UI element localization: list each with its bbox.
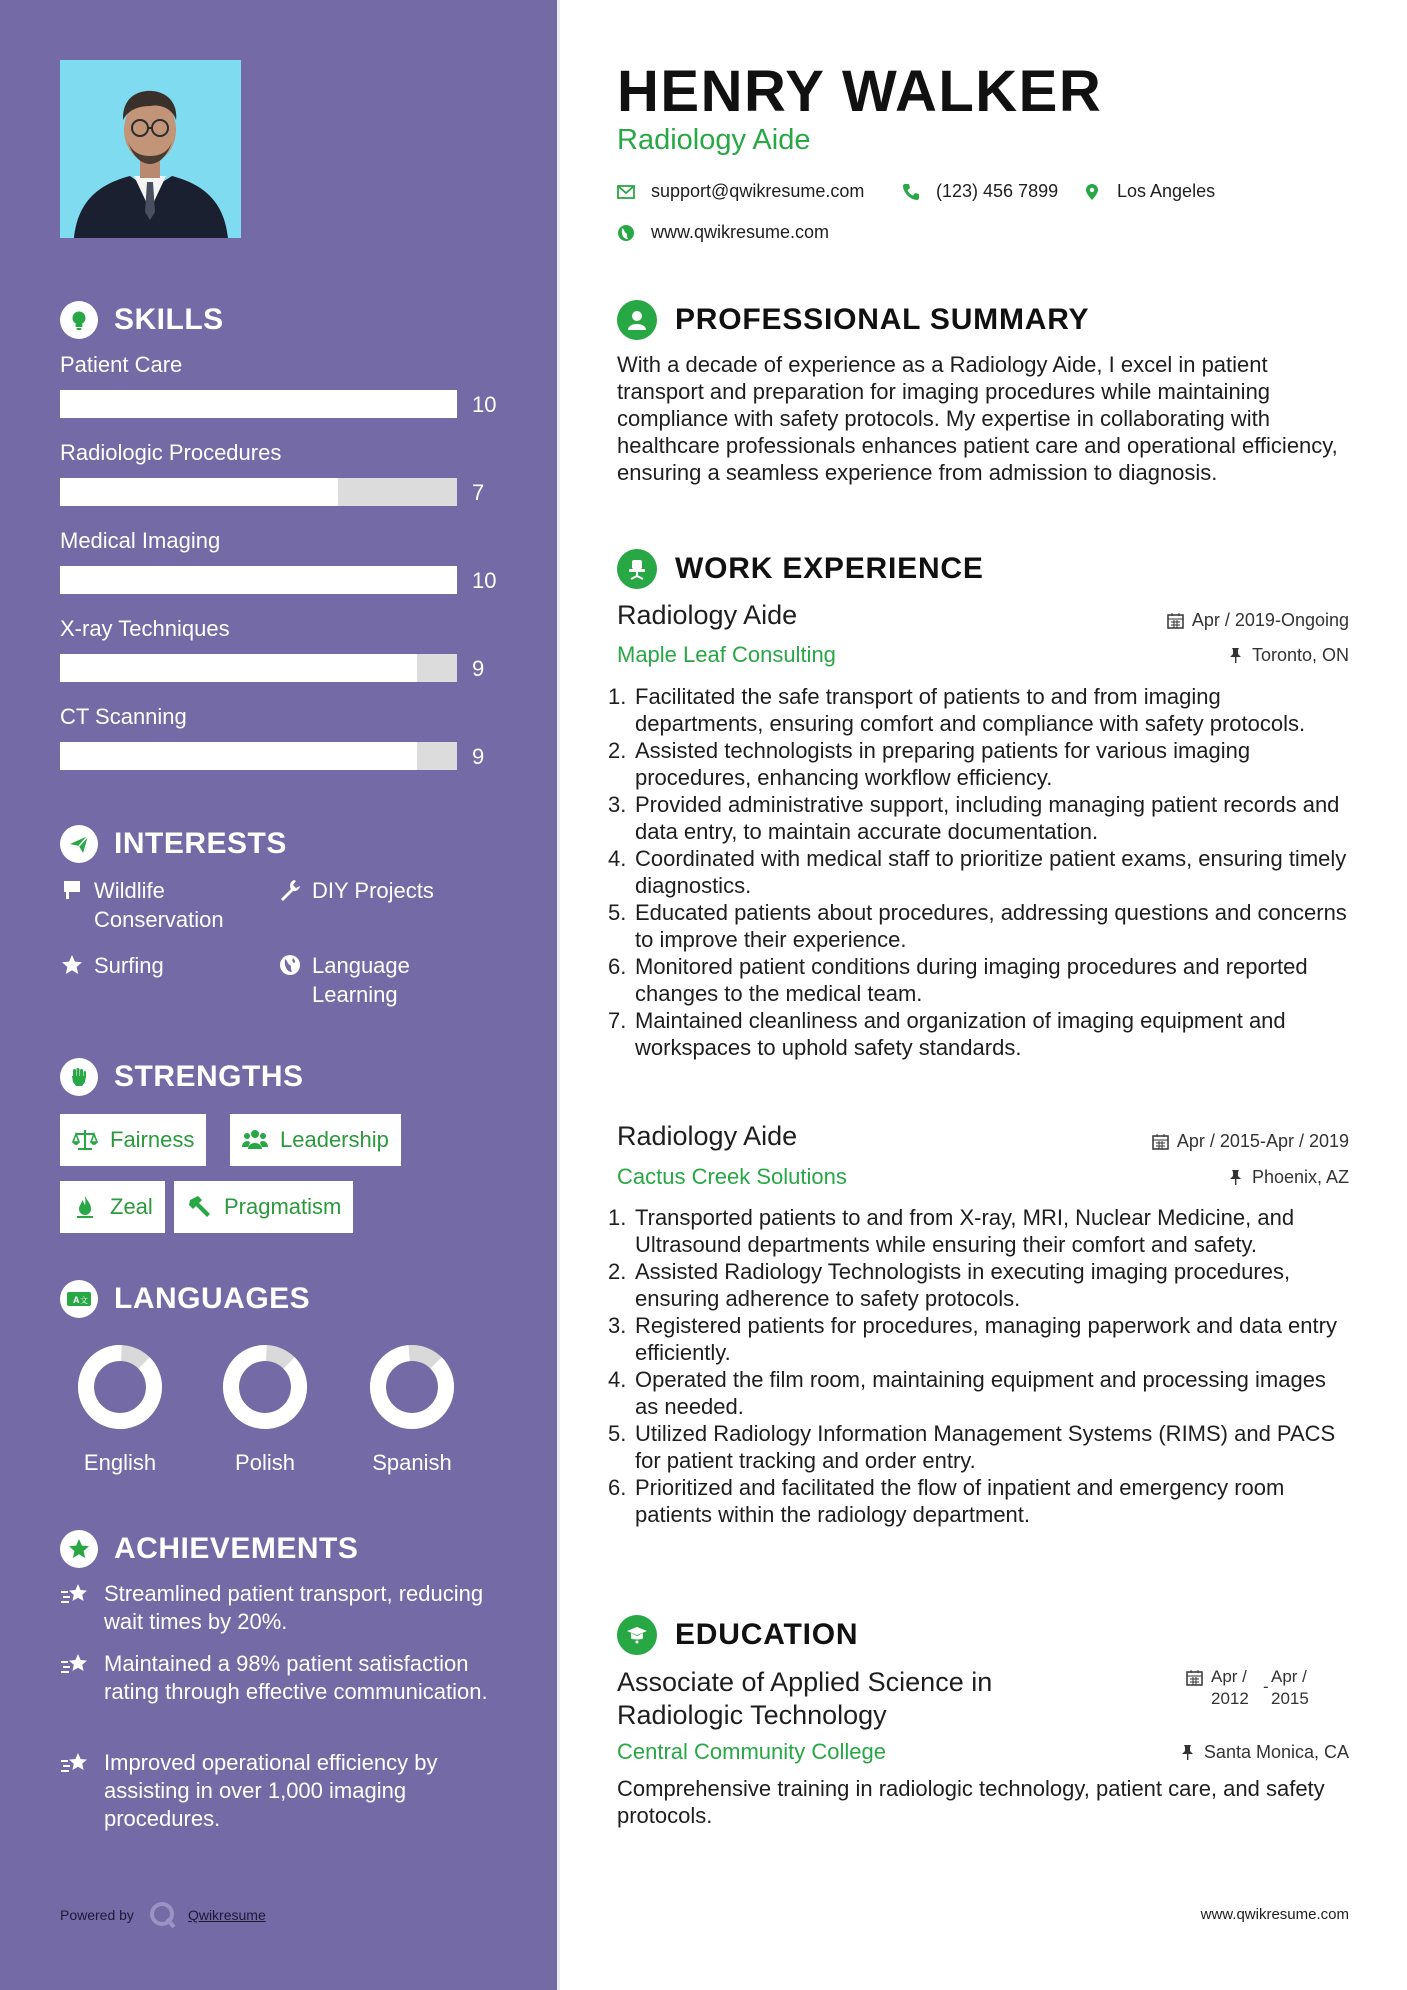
job-duties bbox=[608, 683, 1350, 1061]
company-name: Cactus Creek Solutions bbox=[617, 1164, 847, 1189]
skill-level: 9 bbox=[472, 744, 485, 769]
achievement-item: Improved operational efficiency by assisting in over 1,000 imaging procedures. bbox=[60, 1749, 500, 1833]
hammer-icon bbox=[186, 1194, 212, 1220]
globe-icon bbox=[617, 224, 635, 242]
duty-item: Utilized Radiology Information Management Systems (RIMS) and PACS for patient tracking and order entry. bbox=[635, 1421, 1336, 1473]
job-title: Radiology Aide bbox=[617, 600, 798, 630]
job-dates: Apr / 2019-Ongoing bbox=[1167, 610, 1349, 631]
balance-scale-icon bbox=[72, 1127, 98, 1153]
duty-item: Monitored patient conditions during imaging procedures and reported changes to the medical team. bbox=[635, 954, 1308, 1006]
summary-text: With a decade of experience as a Radiology Aide, I excel in patient transport and preparation for imaging procedures while maintaining compliance with safety protocols. My expertise in collaborating with healthcare professionals enhances patient care and operational efficiency, ensuring a seamless experience from admission to diagnosis. bbox=[617, 352, 1338, 485]
language-name: English bbox=[83, 1450, 157, 1475]
skill-bar bbox=[60, 742, 457, 770]
pushpin-icon bbox=[1227, 1169, 1244, 1186]
users-icon bbox=[242, 1127, 268, 1153]
language-name: Spanish bbox=[372, 1450, 452, 1475]
summary-heading: PROFESSIONAL SUMMARY bbox=[617, 300, 1089, 340]
strengths-heading: STRENGTHS bbox=[60, 1058, 304, 1096]
job-title: Radiology Aide bbox=[617, 1121, 798, 1151]
skill-bar-fill bbox=[60, 566, 457, 594]
contact-phone: (123) 456 7899 bbox=[902, 181, 1058, 202]
language-item bbox=[60, 1344, 180, 1476]
contact-location: Los Angeles bbox=[1083, 181, 1215, 202]
footer-url: www.qwikresume.com bbox=[1200, 1906, 1349, 1923]
duty-item: Coordinated with medical staff to prioritize patient exams, ensuring timely diagnostics. bbox=[635, 846, 1347, 898]
skill-level: 10 bbox=[472, 392, 497, 417]
education-dates: Apr / 2012 - Apr / 2015 bbox=[1186, 1666, 1323, 1710]
ring-fill bbox=[77, 1344, 163, 1430]
skill-bar-fill bbox=[60, 742, 417, 770]
user-icon bbox=[617, 300, 657, 340]
skill-bar bbox=[60, 390, 457, 418]
powered-by: Powered by Qwikresume bbox=[60, 1900, 266, 1930]
envelope-icon bbox=[617, 183, 635, 201]
skill-bar bbox=[60, 566, 457, 594]
language-item bbox=[352, 1344, 472, 1476]
translate-icon bbox=[60, 1280, 98, 1318]
languages-heading: A 文 LANGUAGES bbox=[60, 1280, 310, 1318]
globe-icon bbox=[278, 953, 302, 977]
skill-name: Patient Care bbox=[60, 352, 183, 377]
achievement-item: Maintained a 98% patient satisfaction rating through effective communication. bbox=[60, 1650, 500, 1706]
office-chair-icon bbox=[617, 549, 657, 589]
qwikresume-link[interactable]: Qwikresume bbox=[187, 1907, 266, 1923]
star-badge-icon bbox=[60, 1530, 98, 1568]
svg-text:文: 文 bbox=[80, 1296, 88, 1305]
graduate-icon bbox=[617, 1615, 657, 1655]
skill-bar-fill bbox=[60, 390, 457, 418]
lightbulb-icon bbox=[60, 301, 98, 339]
job-dates: Apr / 2015-Apr / 2019 bbox=[1152, 1131, 1349, 1152]
duty-item: Provided administrative support, including managing patient records and data entry, to maintain accurate documentation. bbox=[635, 792, 1340, 844]
job-location: Phoenix, AZ bbox=[1227, 1167, 1349, 1188]
interest-item: Language Learning bbox=[278, 951, 428, 1009]
duty-item: Assisted Radiology Technologists in executing imaging procedures, ensuring adherence to safety protocols. bbox=[635, 1259, 1291, 1311]
interest-item: Surfing bbox=[60, 951, 260, 980]
shooting-star-icon bbox=[60, 1652, 90, 1678]
ring-fill bbox=[222, 1344, 308, 1430]
interest-item: DIY Projects bbox=[278, 876, 478, 905]
job-location: Toronto, ON bbox=[1227, 645, 1349, 666]
language-proficiency-ring bbox=[77, 1344, 163, 1430]
strength-tag: Fairness bbox=[60, 1114, 206, 1166]
language-proficiency-ring bbox=[222, 1344, 308, 1430]
achievements-heading: ACHIEVEMENTS bbox=[60, 1530, 358, 1568]
duty-item: Educated patients about procedures, addressing questions and concerns to improve their experience. bbox=[635, 900, 1347, 952]
skill-name: Medical Imaging bbox=[60, 528, 221, 553]
strength-tag: Zeal bbox=[60, 1181, 165, 1233]
duty-item: Maintained cleanliness and organization of imaging equipment and workspaces to uphold safety standards. bbox=[635, 1008, 1286, 1060]
sidebar-divider bbox=[557, 0, 560, 1990]
duty-item: Prioritized and facilitated the flow of inpatient and emergency room patients within the radiology department. bbox=[635, 1475, 1285, 1527]
company-name: Maple Leaf Consulting bbox=[617, 642, 836, 667]
language-name: Polish bbox=[235, 1450, 295, 1475]
education-location: Santa Monica, CA bbox=[1179, 1742, 1349, 1763]
duty-item: Transported patients to and from X-ray, MRI, Nuclear Medicine, and Ultrasound departments while ensuring their comfort and safety. bbox=[635, 1205, 1295, 1257]
pushpin-icon bbox=[1179, 1744, 1196, 1761]
achievement-item: Streamlined patient transport, reducing wait times by 20%. bbox=[60, 1580, 500, 1636]
wrench-icon bbox=[278, 878, 302, 902]
duty-item: Facilitated the safe transport of patients to and from imaging departments, ensuring comfort and compliance with safety protocols. bbox=[635, 684, 1306, 736]
star-icon bbox=[60, 953, 84, 977]
raised-fist-icon bbox=[60, 1058, 98, 1096]
duty-item: Operated the film room, maintaining equipment and processing images as needed. bbox=[635, 1367, 1326, 1419]
calendar-icon bbox=[1167, 612, 1184, 629]
phone-icon bbox=[902, 183, 920, 201]
education-heading: EDUCATION bbox=[617, 1615, 858, 1655]
profile-photo bbox=[60, 60, 241, 238]
calendar-icon bbox=[1152, 1133, 1169, 1150]
paper-plane-icon bbox=[60, 825, 98, 863]
skill-bar bbox=[60, 478, 457, 506]
pushpin-icon bbox=[1227, 647, 1244, 664]
skill-level: 9 bbox=[472, 656, 485, 681]
shooting-star-icon bbox=[60, 1582, 90, 1608]
skills-heading: SKILLS bbox=[60, 301, 224, 339]
language-proficiency-ring bbox=[369, 1344, 455, 1430]
experience-heading: WORK EXPERIENCE bbox=[617, 549, 984, 589]
skill-bar bbox=[60, 654, 457, 682]
language-item bbox=[205, 1344, 325, 1476]
skill-level: 7 bbox=[472, 480, 485, 505]
candidate-title: Radiology Aide bbox=[617, 124, 811, 156]
interest-item: Wildlife Conservation bbox=[60, 876, 260, 934]
school-name: Central Community College bbox=[617, 1739, 886, 1764]
job-duties bbox=[608, 1204, 1350, 1528]
skill-name: CT Scanning bbox=[60, 704, 187, 729]
svg-text:A: A bbox=[73, 1295, 80, 1305]
contact-email: support@qwikresume.com bbox=[617, 181, 864, 202]
candidate-name: HENRY WALKER bbox=[617, 59, 1103, 124]
calendar-icon bbox=[1186, 1669, 1203, 1686]
degree-title: Associate of Applied Science in Radiologic Technology bbox=[617, 1667, 993, 1730]
strength-tag: Leadership bbox=[230, 1114, 401, 1166]
skill-name: Radiologic Procedures bbox=[60, 440, 282, 465]
interests-heading: INTERESTS bbox=[60, 825, 287, 863]
education-description: Comprehensive training in radiologic technology, patient care, and safety protocols. bbox=[617, 1776, 1325, 1828]
map-pin-icon bbox=[1083, 183, 1101, 201]
shooting-star-icon bbox=[60, 1751, 90, 1777]
strength-tag: Pragmatism bbox=[174, 1181, 353, 1233]
contact-website: www.qwikresume.com bbox=[617, 222, 829, 243]
duty-item: Registered patients for procedures, managing paperwork and data entry efficiently. bbox=[635, 1313, 1337, 1365]
skill-bar-fill bbox=[60, 654, 417, 682]
skill-bar-fill bbox=[60, 478, 338, 506]
sidebar bbox=[0, 0, 557, 1990]
flag-icon bbox=[60, 878, 84, 902]
skill-name: X-ray Techniques bbox=[60, 616, 230, 641]
duty-item: Assisted technologists in preparing patients for various imaging procedures, enhancing workflow efficiency. bbox=[635, 738, 1251, 790]
qwikresume-logo-icon bbox=[148, 1900, 178, 1930]
fire-icon bbox=[72, 1194, 98, 1220]
skill-level: 10 bbox=[472, 568, 497, 593]
